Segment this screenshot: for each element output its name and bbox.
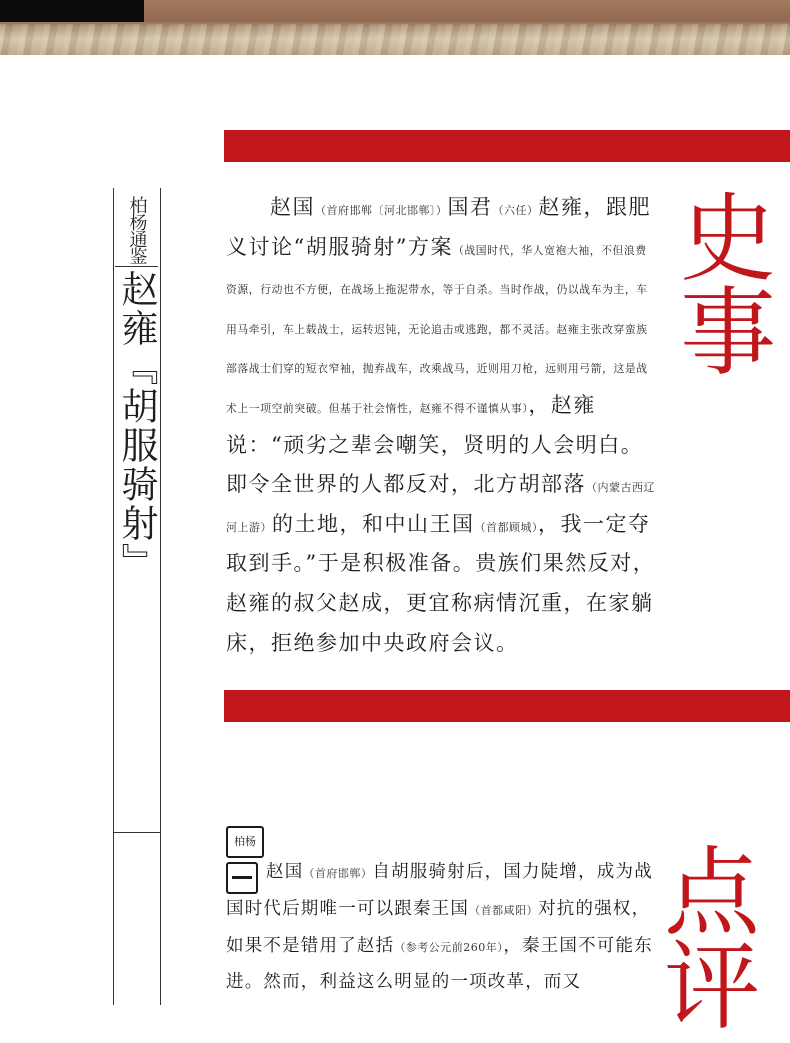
annotation: （首府邯郸） [303, 867, 373, 880]
text-run: 赵国 [270, 195, 315, 219]
book-spine [113, 188, 161, 1005]
author-stamp: 柏杨 [226, 826, 264, 858]
annotation: （首府邯郸〔河北邯郸〕） [315, 204, 448, 217]
text-run: ，我一定夺取到手。”于是积极准备。贵族们果然反对，赵雍的叔父赵成，更宜称病情沉重，在家躺床，拒绝参加中央政府会议。 [226, 511, 656, 655]
annotation: （首都咸阳） [469, 903, 539, 917]
section-bar-dianping [224, 690, 790, 722]
text-run: ，秦王国不可能东进。然而，利益这么明显的一项改革，而又 [226, 935, 653, 993]
section-heading-dianping: 点评 [664, 837, 760, 1043]
annotation: （首都顾城） [474, 520, 538, 534]
article-shishi [226, 188, 656, 663]
annotation: （内蒙古西辽河上游） [226, 481, 655, 534]
section-heading-shishi: 史事 [680, 183, 776, 389]
text-run: 自胡服骑射后，国力陡增，成为战国时代后期唯一可以跟秦王国 [226, 862, 653, 919]
text-run: 国君 [447, 195, 493, 219]
annotation: （六任） [492, 204, 539, 217]
annotation: （参考公元前260年） [394, 940, 504, 954]
top-black-block [0, 0, 144, 22]
spine-seal [115, 194, 158, 267]
annotation-long: （战国时代，华人宽袍大袖，不但浪费资源，行动也不方便，在战场上拖泥带水，等于自杀。当时作战，仍以战车为主，车用马牵引，车上载战士，运转迟钝，无论追击或逃跑，都不灵活。赵雍主张改穿蛮族部落战士们穿的短衣窄袖，抛弃战车，改乘战马，近则用刀枪，远则用弓箭，这是战术上一项空前突破。但基于社会惰性，赵雍不得不谨慎从事） [226, 243, 648, 415]
spine-seal-text: 柏杨通鉴 [126, 196, 148, 264]
text-run: 赵雍，跟肥义讨论“胡服骑射”方案 [226, 195, 651, 259]
article-dianping [226, 854, 656, 1001]
text-run: ，赵雍说：“顽劣之辈会嘲笑，贤明的人会明白。即令全世界的人都反对，北方胡部落 [226, 392, 644, 497]
section-bar-shishi [224, 130, 790, 162]
text-run: 的土地，和中山王国 [272, 511, 475, 536]
text-run: 对抗的强权，如果不是错用了赵括 [226, 898, 651, 956]
spine-title: 赵雍『胡服骑射』 [115, 270, 158, 582]
spine-rule [114, 832, 160, 833]
text-run: 赵国 [266, 862, 304, 882]
